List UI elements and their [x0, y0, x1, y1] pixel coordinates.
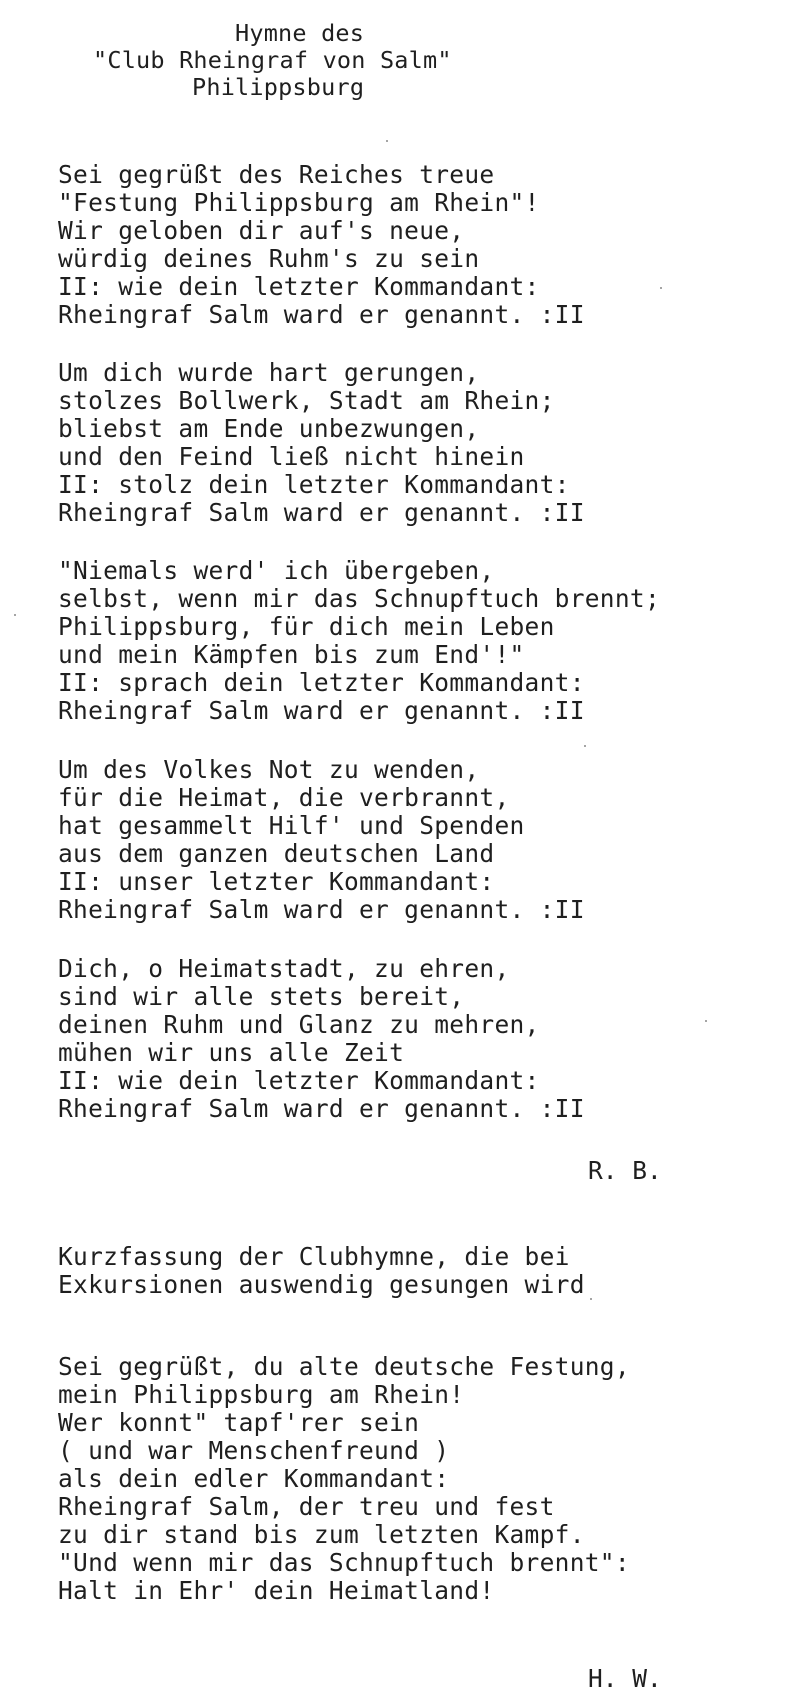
scan-speck	[660, 287, 662, 289]
scan-speck	[584, 745, 586, 747]
verse-1-line-4: würdig deines Ruhm's zu sein	[58, 244, 480, 273]
short-version-line-7: zu dir stand bis zum letzten Kampf.	[58, 1520, 585, 1549]
verse-4-line-1: Um des Volkes Not zu wenden,	[58, 755, 480, 784]
verse-3-line-5: II: sprach dein letzter Kommandant:	[58, 668, 585, 697]
hymn-signature: R. B.	[588, 1156, 662, 1185]
verse-2-line-1: Um dich wurde hart gerungen,	[58, 358, 480, 387]
short-version-line-5: als dein edler Kommandant:	[58, 1464, 450, 1493]
short-version-line-3: Wer konnt" tapf'rer sein	[58, 1408, 420, 1437]
verse-3-line-3: Philippsburg, für dich mein Leben	[58, 612, 555, 641]
scan-speck	[14, 614, 16, 616]
short-version-line-4: ( und war Menschenfreund )	[58, 1436, 450, 1465]
verse-1-line-1: Sei gegrüßt des Reiches treue	[58, 160, 495, 189]
verse-4-line-2: für die Heimat, die verbrannt,	[58, 783, 510, 812]
verse-1-line-3: Wir geloben dir auf's neue,	[58, 216, 465, 245]
verse-2-line-3: bliebst am Ende unbezwungen,	[58, 414, 480, 443]
verse-2-line-6: Rheingraf Salm ward er genannt. :II	[58, 498, 585, 527]
verse-1-line-5: II: wie dein letzter Kommandant:	[58, 272, 540, 301]
title-line-3: Philippsburg	[192, 73, 365, 101]
short-version-line-6: Rheingraf Salm, der treu und fest	[58, 1492, 555, 1521]
short-version-signature: H. W.	[588, 1664, 662, 1693]
scan-speck	[705, 1020, 707, 1022]
short-version-line-9: Halt in Ehr' dein Heimatland!	[58, 1576, 495, 1605]
scan-speck	[386, 140, 388, 142]
short-version-line-8: "Und wenn mir das Schnupftuch brennt":	[58, 1548, 630, 1577]
verse-3-line-6: Rheingraf Salm ward er genannt. :II	[58, 696, 585, 725]
verse-2-line-5: II: stolz dein letzter Kommandant:	[58, 470, 570, 499]
verse-5-line-2: sind wir alle stets bereit,	[58, 982, 465, 1011]
short-version-heading-line-2: Exkursionen auswendig gesungen wird	[58, 1270, 585, 1299]
verse-1-line-2: "Festung Philippsburg am Rhein"!	[58, 188, 540, 217]
short-version-heading-line-1: Kurzfassung der Clubhymne, die bei	[58, 1242, 570, 1271]
title-line-1: Hymne des	[235, 19, 365, 47]
verse-5-line-1: Dich, o Heimatstadt, zu ehren,	[58, 954, 510, 983]
verse-1-line-6: Rheingraf Salm ward er genannt. :II	[58, 300, 585, 329]
verse-4-line-5: II: unser letzter Kommandant:	[58, 867, 495, 896]
verse-5-line-3: deinen Ruhm und Glanz zu mehren,	[58, 1010, 540, 1039]
verse-5-line-5: II: wie dein letzter Kommandant:	[58, 1066, 540, 1095]
verse-3-line-1: "Niemals werd' ich übergeben,	[58, 556, 495, 585]
verse-2-line-4: und den Feind ließ nicht hinein	[58, 442, 525, 471]
verse-5-line-6: Rheingraf Salm ward er genannt. :II	[58, 1094, 585, 1123]
verse-3-line-2: selbst, wenn mir das Schnupftuch brennt;	[58, 584, 661, 613]
scan-speck	[590, 1298, 592, 1300]
verse-4-line-3: hat gesammelt Hilf' und Spenden	[58, 811, 525, 840]
short-version-line-2: mein Philippsburg am Rhein!	[58, 1380, 465, 1409]
verse-3-line-4: und mein Kämpfen bis zum End'!"	[58, 640, 525, 669]
title-line-2: "Club Rheingraf von Salm"	[93, 46, 452, 74]
short-version-line-1: Sei gegrüßt, du alte deutsche Festung,	[58, 1352, 630, 1381]
verse-4-line-6: Rheingraf Salm ward er genannt. :II	[58, 895, 585, 924]
verse-4-line-4: aus dem ganzen deutschen Land	[58, 839, 495, 868]
verse-2-line-2: stolzes Bollwerk, Stadt am Rhein;	[58, 386, 555, 415]
verse-5-line-4: mühen wir uns alle Zeit	[58, 1038, 405, 1067]
